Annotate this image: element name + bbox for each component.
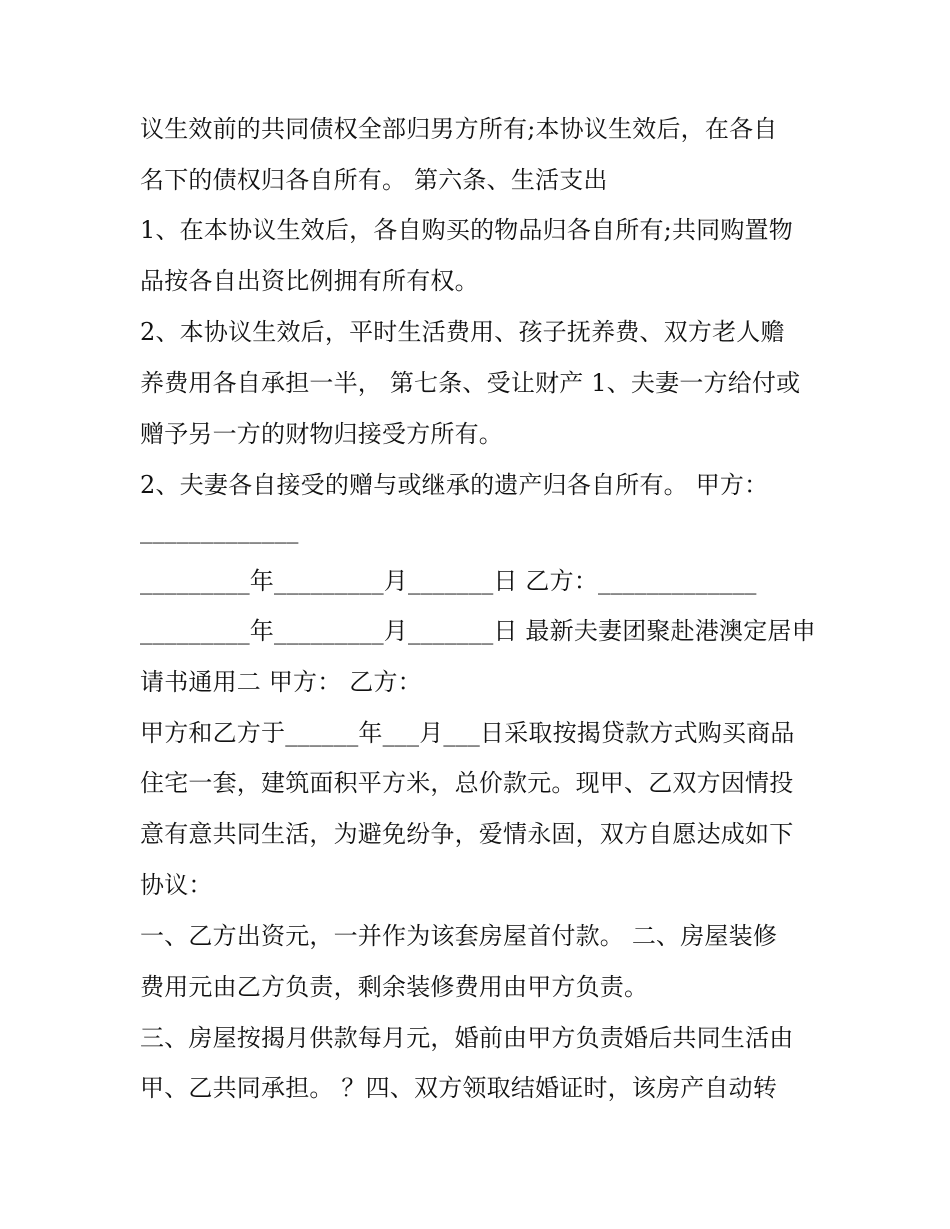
date-line: _________年_________月_______日 乙方：_____________ — [140, 567, 757, 595]
text-line: 请书通用二 甲方： 乙方： — [140, 668, 422, 696]
text-line: 协议： — [140, 871, 213, 899]
text-line: 甲、乙共同承担。 ？四、双方领取结婚证时，该房产自动转 — [140, 1074, 778, 1102]
text-line: 赠予另一方的财物归接受方所有。 — [140, 420, 503, 448]
text-line: 住宅一套，建筑面积平方米，总价款元。现甲、乙双方因情投 — [140, 769, 794, 797]
text-line: 意有意共同生活，为避免纷争，爱情永固，双方自愿达成如下 — [140, 820, 794, 848]
text-line: 三、房屋按揭月供款每月元，婚前由甲方负责婚后共同生活由 — [140, 1024, 794, 1052]
text-line: 费用元由乙方负责，剩余装修费用由甲方负责。 — [140, 973, 649, 1001]
date-line: _________年_________月_______日 最新夫妻团聚赴港澳定居申 — [140, 617, 816, 645]
signature-line: _____________ — [140, 516, 299, 544]
text-line: 议生效前的共同债权全部归男方所有;本协议生效后，在各自 — [140, 115, 778, 143]
text-line: 2、本协议生效后，平时生活费用、孩子抚养费、双方老人赡 — [140, 318, 785, 346]
text-line: 一、乙方出资元，一并作为该套房屋首付款。 二、房屋装修 — [140, 922, 778, 950]
text-line: 2、夫妻各自接受的赠与或继承的遗产归各自所有。 甲方： — [140, 471, 769, 499]
text-line: 甲方和乙方于______年___月___日采取按揭贷款方式购买商品 — [140, 719, 795, 747]
text-line: 品按各自出资比例拥有所有权。 — [140, 267, 479, 295]
text-line: 养费用各自承担一半， 第七条、受让财产 1、夫妻一方给付或 — [140, 369, 801, 397]
text-line: 名下的债权归各自所有。 第六条、生活支出 — [140, 166, 608, 194]
text-line: 1、在本协议生效后，各自购买的物品归各自所有;共同购置物 — [140, 216, 793, 244]
